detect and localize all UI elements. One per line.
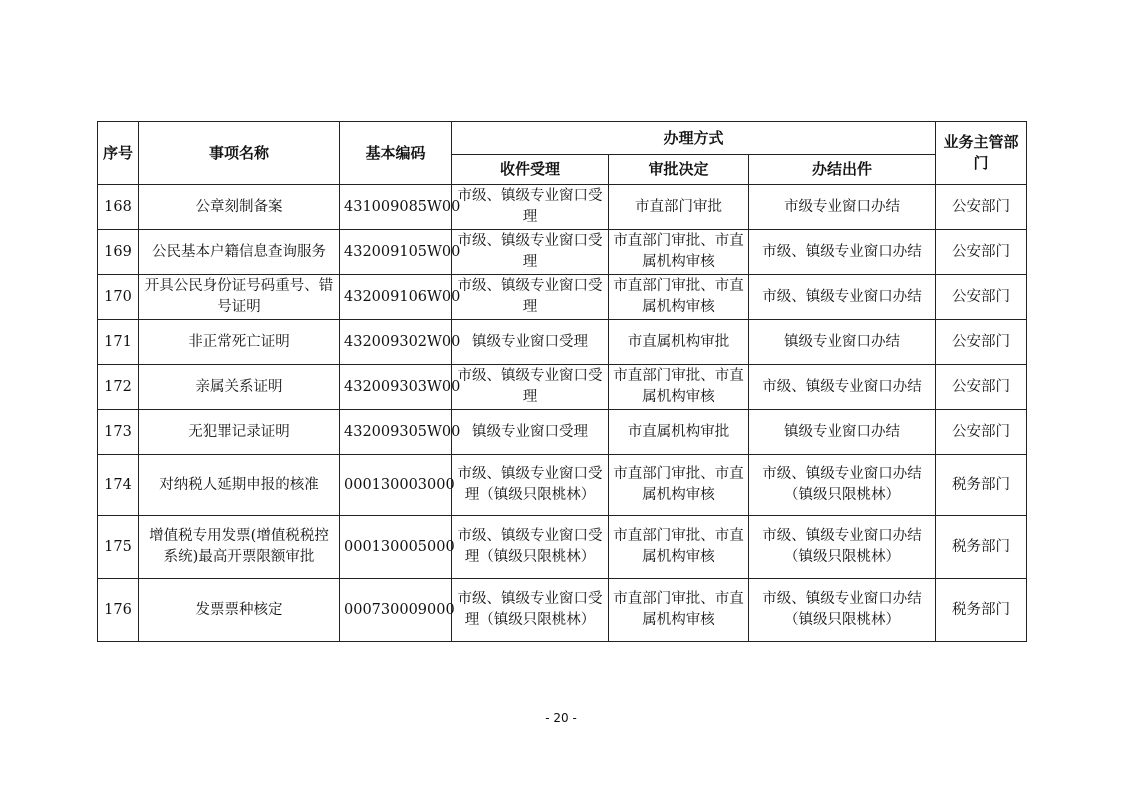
cell-code: 000730009000 bbox=[340, 579, 452, 642]
cell-receive: 市级、镇级专业窗口受理 bbox=[452, 365, 609, 410]
table-row bbox=[98, 410, 1027, 455]
cell-approve: 市直部门审批、市直属机构审核 bbox=[609, 516, 749, 579]
cell-seq: 172 bbox=[98, 365, 139, 410]
cell-approve: 市直部门审批、市直属机构审核 bbox=[609, 275, 749, 320]
cell-deliver: 市级、镇级专业窗口办结（镇级只限桃林） bbox=[749, 455, 936, 516]
header-deliver: 办结出件 bbox=[749, 155, 936, 185]
cell-dept: 税务部门 bbox=[936, 579, 1027, 642]
cell-approve: 市直部门审批、市直属机构审核 bbox=[609, 365, 749, 410]
cell-dept: 公安部门 bbox=[936, 320, 1027, 365]
table-row bbox=[98, 579, 1027, 642]
cell-seq: 176 bbox=[98, 579, 139, 642]
cell-receive: 市级、镇级专业窗口受理（镇级只限桃林） bbox=[452, 455, 609, 516]
cell-name: 发票票种核定 bbox=[139, 579, 340, 642]
cell-approve: 市直部门审批、市直属机构审核 bbox=[609, 579, 749, 642]
cell-deliver: 市级、镇级专业窗口办结（镇级只限桃林） bbox=[749, 516, 936, 579]
cell-name: 对纳税人延期申报的核准 bbox=[139, 455, 340, 516]
cell-receive: 镇级专业窗口受理 bbox=[452, 410, 609, 455]
cell-code: 431009085W00 bbox=[340, 185, 452, 230]
cell-receive: 镇级专业窗口受理 bbox=[452, 320, 609, 365]
header-method: 办理方式 bbox=[452, 122, 936, 155]
cell-code: 432009302W00 bbox=[340, 320, 452, 365]
cell-receive: 市级、镇级专业窗口受理 bbox=[452, 185, 609, 230]
header-dept: 业务主管部门 bbox=[936, 122, 1027, 185]
cell-dept: 公安部门 bbox=[936, 185, 1027, 230]
cell-seq: 171 bbox=[98, 320, 139, 365]
table-row bbox=[98, 365, 1027, 410]
cell-receive: 市级、镇级专业窗口受理 bbox=[452, 230, 609, 275]
page-number: - 20 - bbox=[545, 711, 577, 725]
cell-receive: 市级、镇级专业窗口受理（镇级只限桃林） bbox=[452, 579, 609, 642]
cell-code: 432009305W00 bbox=[340, 410, 452, 455]
cell-deliver: 市级、镇级专业窗口办结 bbox=[749, 275, 936, 320]
table-row bbox=[98, 185, 1027, 230]
header-name: 事项名称 bbox=[139, 122, 340, 185]
cell-name: 开具公民身份证号码重号、错号证明 bbox=[139, 275, 340, 320]
cell-dept: 公安部门 bbox=[936, 275, 1027, 320]
table-row bbox=[98, 275, 1027, 320]
cell-deliver: 市级、镇级专业窗口办结（镇级只限桃林） bbox=[749, 579, 936, 642]
header-approve: 审批决定 bbox=[609, 155, 749, 185]
header-receive: 收件受理 bbox=[452, 155, 609, 185]
cell-deliver: 镇级专业窗口办结 bbox=[749, 410, 936, 455]
cell-code: 000130005000 bbox=[340, 516, 452, 579]
cell-code: 432009106W00 bbox=[340, 275, 452, 320]
cell-name: 无犯罪记录证明 bbox=[139, 410, 340, 455]
table-row bbox=[98, 455, 1027, 516]
header-code: 基本编码 bbox=[340, 122, 452, 185]
cell-seq: 173 bbox=[98, 410, 139, 455]
cell-seq: 174 bbox=[98, 455, 139, 516]
cell-deliver: 市级专业窗口办结 bbox=[749, 185, 936, 230]
cell-approve: 市直部门审批 bbox=[609, 185, 749, 230]
cell-approve: 市直属机构审批 bbox=[609, 410, 749, 455]
cell-name: 公民基本户籍信息查询服务 bbox=[139, 230, 340, 275]
cell-receive: 市级、镇级专业窗口受理 bbox=[452, 275, 609, 320]
table-row bbox=[98, 230, 1027, 275]
cell-dept: 公安部门 bbox=[936, 230, 1027, 275]
cell-deliver: 市级、镇级专业窗口办结 bbox=[749, 365, 936, 410]
cell-seq: 175 bbox=[98, 516, 139, 579]
cell-approve: 市直部门审批、市直属机构审核 bbox=[609, 230, 749, 275]
table-row bbox=[98, 516, 1027, 579]
matters-table bbox=[97, 121, 1027, 642]
cell-name: 公章刻制备案 bbox=[139, 185, 340, 230]
cell-dept: 公安部门 bbox=[936, 365, 1027, 410]
cell-receive: 市级、镇级专业窗口受理（镇级只限桃林） bbox=[452, 516, 609, 579]
cell-approve: 市直部门审批、市直属机构审核 bbox=[609, 455, 749, 516]
cell-dept: 公安部门 bbox=[936, 410, 1027, 455]
cell-seq: 169 bbox=[98, 230, 139, 275]
cell-code: 432009303W00 bbox=[340, 365, 452, 410]
cell-seq: 170 bbox=[98, 275, 139, 320]
table-row bbox=[98, 320, 1027, 365]
cell-deliver: 市级、镇级专业窗口办结 bbox=[749, 230, 936, 275]
cell-seq: 168 bbox=[98, 185, 139, 230]
cell-dept: 税务部门 bbox=[936, 516, 1027, 579]
cell-code: 432009105W00 bbox=[340, 230, 452, 275]
cell-dept: 税务部门 bbox=[936, 455, 1027, 516]
cell-code: 000130003000 bbox=[340, 455, 452, 516]
cell-name: 增值税专用发票(增值税税控系统)最高开票限额审批 bbox=[139, 516, 340, 579]
cell-name: 非正常死亡证明 bbox=[139, 320, 340, 365]
cell-deliver: 镇级专业窗口办结 bbox=[749, 320, 936, 365]
cell-approve: 市直属机构审批 bbox=[609, 320, 749, 365]
header-seq: 序号 bbox=[98, 122, 139, 185]
cell-name: 亲属关系证明 bbox=[139, 365, 340, 410]
